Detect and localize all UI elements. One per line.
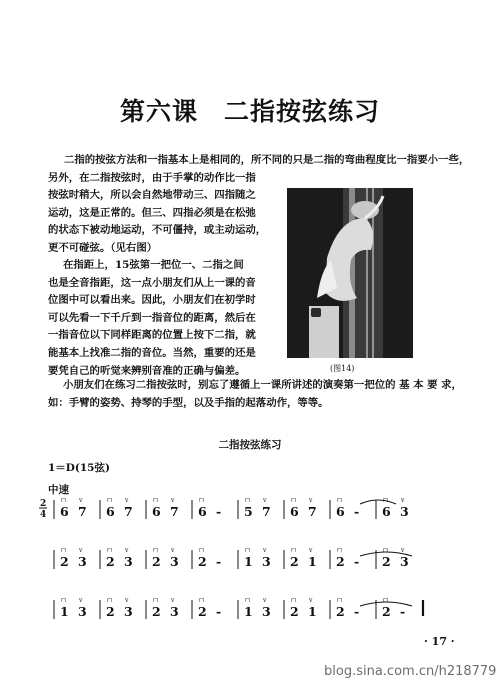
bowing-mark: v (263, 547, 267, 554)
third-paragraph (48, 377, 462, 412)
score-note: 2 (336, 554, 345, 569)
tempo-marking: 中速 (48, 484, 69, 496)
text-line: 更不可碰弦。（见右图） (48, 241, 158, 254)
score-line (54, 497, 409, 519)
bowing-mark: v (309, 597, 313, 604)
bowing-mark: v (125, 497, 129, 504)
bowing-mark: v (171, 497, 175, 504)
bowing-mark: v (79, 497, 83, 504)
bowing-mark: v (401, 497, 405, 504)
score-note: 1 (308, 604, 317, 619)
text-line: 也是全音指距，这一点小朋友们从上一课的音 (48, 276, 256, 289)
score-line (54, 547, 409, 569)
score-note: 2 (382, 604, 391, 619)
score-note: 3 (124, 554, 133, 569)
score-note: 7 (124, 504, 133, 519)
score-note: - (216, 554, 222, 569)
text-line: 按弦时稍大，所以会自然地带动三、四指随之 (48, 189, 256, 202)
score-note: 3 (78, 604, 87, 619)
bowing-mark: v (309, 547, 313, 554)
bowing-mark: ⊓ (107, 497, 113, 504)
score-note: 2 (290, 554, 299, 569)
bowing-mark: v (125, 547, 129, 554)
score-note: 2 (106, 554, 115, 569)
bowing-mark: ⊓ (383, 547, 389, 554)
bowing-mark: ⊓ (383, 497, 389, 504)
text-line: 运动，这是正常的。但三、四指必须是在松弛 (48, 206, 256, 219)
score-note: 6 (152, 504, 161, 519)
bowing-mark: v (171, 547, 175, 554)
score-note: 2 (152, 554, 161, 569)
score-note: 3 (400, 554, 409, 569)
score-note: 2 (198, 554, 207, 569)
bowing-mark: ⊓ (291, 547, 297, 554)
score-note: 6 (60, 504, 69, 519)
score-note: 7 (308, 504, 317, 519)
hand-on-erhu-illustration (287, 188, 413, 358)
intro-paragraph (64, 152, 469, 170)
score-note: 3 (262, 604, 271, 619)
bowing-mark: ⊓ (291, 597, 297, 604)
bowing-mark: ⊓ (61, 547, 67, 554)
score-note: 3 (170, 554, 179, 569)
score-note: - (354, 554, 360, 569)
bowing-mark: ⊓ (107, 597, 113, 604)
text-line: 能基本上找准二指的音位。当然，重要的还是 (48, 346, 256, 359)
score-note: 1 (244, 554, 253, 569)
bowing-mark: ⊓ (153, 597, 159, 604)
score-note: - (216, 604, 222, 619)
score-note: 7 (170, 504, 179, 519)
score-note: 6 (106, 504, 115, 519)
score-note: 3 (400, 504, 409, 519)
bowing-mark: ⊓ (61, 597, 67, 604)
score-note: 6 (382, 504, 391, 519)
score-note: 3 (262, 554, 271, 569)
text-line: 小朋友们在练习二指按弦时，别忘了遵循上一课所讲述的演奏第一把位的 基 本 要 求， (63, 379, 462, 391)
lesson-title: 第六课 二指按弦练习 (119, 97, 380, 126)
score-note: - (354, 504, 360, 519)
text-line: 如：手臂的姿势、持琴的手型，以及手指的起落动作，等等。 (48, 396, 329, 409)
score-note: 1 (308, 554, 317, 569)
bowing-mark: ⊓ (199, 597, 205, 604)
score-note: 2 (60, 554, 69, 569)
jianpu-score (0, 488, 500, 628)
score-note: 6 (336, 504, 345, 519)
second-paragraph (48, 257, 256, 380)
bowing-mark: ⊓ (153, 497, 159, 504)
score-note: 6 (198, 504, 207, 519)
bowing-mark: v (401, 547, 405, 554)
score-note: - (216, 504, 222, 519)
bowing-mark: ⊓ (107, 547, 113, 554)
bowing-mark: ⊓ (291, 497, 297, 504)
text-line: 一指音位以下同样距离的位置上按下二指，就 (48, 329, 256, 342)
text-line: 可以先看一下千斤到一指音位的距离，然后在 (48, 311, 256, 324)
score-note: 6 (290, 504, 299, 519)
score-note: 2 (152, 604, 161, 619)
bowing-mark: ⊓ (245, 497, 251, 504)
score-note: 3 (124, 604, 133, 619)
bowing-mark: v (263, 597, 267, 604)
bowing-mark: v (309, 497, 313, 504)
bowing-mark: ⊓ (153, 547, 159, 554)
key-signature: 1＝D(15弦) (48, 462, 110, 474)
figure-photo (287, 188, 413, 358)
exercise-title: 二指按弦练习 (218, 439, 282, 451)
text-line: 位图中可以看出来。因此，小朋友们在初学时 (48, 294, 256, 307)
text-line: 在指距上，15弦第一把位一、二指之间 (63, 259, 244, 271)
score-note: 2 (198, 604, 207, 619)
bowing-mark: ⊓ (199, 497, 205, 504)
score-note: 2 (106, 604, 115, 619)
intro-paragraph-cont (48, 170, 266, 258)
score-note: 3 (170, 604, 179, 619)
score-note: 3 (78, 554, 87, 569)
score-note: 5 (244, 504, 253, 519)
score-note: - (354, 604, 360, 619)
figure-caption: (图14) (330, 364, 355, 373)
bowing-mark: v (79, 547, 83, 554)
bowing-mark: ⊓ (337, 597, 343, 604)
bowing-mark: ⊓ (337, 497, 343, 504)
bowing-mark: ⊓ (383, 597, 389, 604)
watermark: blog.sina.com.cn/h218779 (324, 664, 497, 679)
score-note: 2 (382, 554, 391, 569)
time-signature-bottom: 4 (40, 510, 47, 520)
score-note: 1 (244, 604, 253, 619)
bowing-mark: ⊓ (245, 547, 251, 554)
text-line: 另外，在二指按弦时，由于手掌的动作比一指 (48, 171, 256, 184)
text-line: 二指的按弦方法和一指基本上是相同的，所不同的只是二指的弯曲程度比一指要小一些， (64, 154, 470, 166)
score-note: 2 (336, 604, 345, 619)
page-number: · 17 · (424, 635, 455, 648)
bowing-mark: v (263, 497, 267, 504)
score-note: 2 (290, 604, 299, 619)
score-note: 7 (262, 504, 271, 519)
bowing-mark: ⊓ (199, 547, 205, 554)
bowing-mark: v (79, 597, 83, 604)
score-note: 1 (60, 604, 69, 619)
text-line: 的状态下被动地运动，不可僵持，或主动运动， (48, 224, 267, 237)
time-signature-top: 2 (40, 499, 47, 509)
bowing-mark: v (171, 597, 175, 604)
text-line: 要凭自己的听觉来辨别音准的正确与偏差。 (48, 364, 246, 377)
score-note: 7 (78, 504, 87, 519)
bowing-mark: ⊓ (61, 497, 67, 504)
score-note: - (400, 604, 406, 619)
bowing-mark: ⊓ (337, 547, 343, 554)
bowing-mark: ⊓ (245, 597, 251, 604)
bowing-mark: v (125, 597, 129, 604)
score-line (54, 597, 405, 619)
